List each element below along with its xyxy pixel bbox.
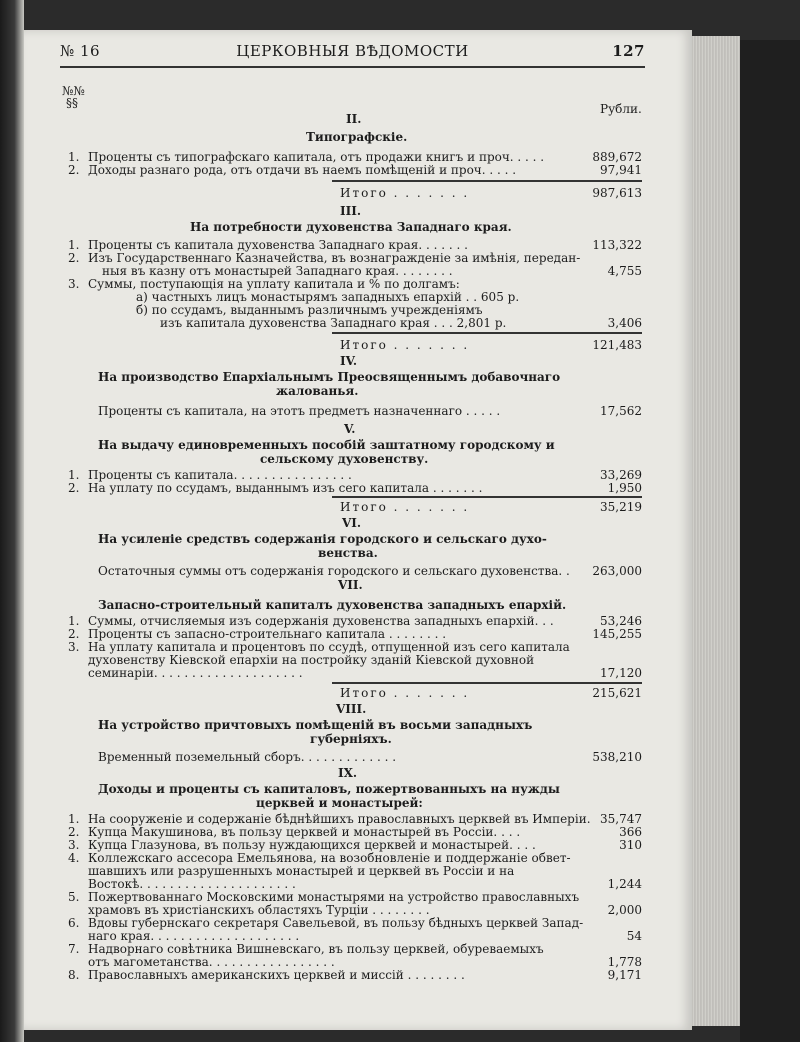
row-amount: 4,755 [607, 264, 642, 278]
section-title-cont: венства. [318, 546, 378, 560]
row-label: Остаточныя суммы отъ содержанія городского и сельскаго духовенства. . [98, 564, 570, 578]
journal-title: ЦЕРКОВНЫЯ ВѢДОМОСТИ [236, 42, 469, 60]
issue-number: № 16 [60, 42, 101, 60]
row-amount: 17,120 [600, 666, 642, 680]
row-number: 1. [68, 150, 80, 164]
row-label: Православныхъ американскихъ церквей и миссій . . . . . . . . [88, 968, 465, 982]
total-label: Итого . . . . . . . [340, 186, 470, 200]
total-label: Итого . . . . . . . [340, 338, 470, 352]
total-rule [332, 496, 642, 498]
running-header [60, 42, 645, 68]
row-label: На уплату капитала и процентовъ по ссудѣ, отпущенной изъ сего капитала [88, 640, 570, 654]
row-label: Проценты съ запасно-строительнаго капитала . . . . . . . . [88, 627, 447, 641]
section-number: V. [344, 422, 356, 436]
total-label: Итого . . . . . . . [340, 500, 470, 514]
row-sub-b: б) по ссудамъ, выданнымъ различнымъ учрежденіямъ [136, 303, 483, 317]
section-number: VIII. [336, 702, 367, 716]
row-number: 8. [68, 968, 80, 982]
row-number: 3. [68, 277, 80, 291]
total-rule [332, 180, 642, 182]
row-label: Проценты съ капитала духовенства Западнаго края. . . . . . . [88, 238, 468, 252]
row-amount: 310 [619, 838, 642, 852]
total-amount: 35,219 [600, 500, 642, 514]
row-label-cont: семинаріи. . . . . . . . . . . . . . . . . . . . [88, 666, 303, 680]
section-title: Типографскіе. [306, 130, 408, 144]
row-label-cont: наго края. . . . . . . . . . . . . . . . . . . . [88, 929, 300, 943]
row-label: Вдовы губернскаго секретаря Савельевой, въ пользу бѣдныхъ церквей Запад- [88, 916, 584, 930]
row-label: Проценты съ капитала. . . . . . . . . . . . . . . . [88, 468, 352, 482]
row-amount: 33,269 [600, 468, 642, 482]
row-amount: 2,000 [607, 903, 642, 917]
row-number: 3. [68, 640, 80, 654]
total-label: Итого . . . . . . . [340, 686, 470, 700]
section-title: На устройство причтовыхъ помѣщеній въ восьми западныхъ [98, 718, 533, 732]
row-label-cont: Востокѣ. . . . . . . . . . . . . . . . . . . . . [88, 877, 296, 891]
col-head-rubli: Рубли. [600, 102, 642, 116]
section-title: Доходы и проценты съ капиталовъ, пожертвованныхъ на нужды [98, 782, 560, 796]
row-label: На сооруженіе и содержаніе бѣднѣйшихъ православныхъ церквей въ Имперіи. [88, 812, 591, 826]
row-amount: 263,000 [592, 564, 642, 578]
row-number: 7. [68, 942, 80, 956]
row-number: 3. [68, 838, 80, 852]
row-label-cont: храмовъ въ христіанскихъ областяхъ Турціи . . . . . . . . [88, 903, 430, 917]
section-number: VII. [338, 578, 363, 592]
total-amount: 987,613 [592, 186, 642, 200]
row-amount: 3,406 [607, 316, 642, 330]
row-sub-a: а) частныхъ лицъ монастырямъ западныхъ епархій . . 605 р. [136, 290, 520, 304]
section-number: IX. [338, 766, 358, 780]
row-amount: 366 [619, 825, 642, 839]
section-title-cont: жалованья. [276, 384, 359, 398]
row-label: Проценты съ типографскаго капитала, отъ продажи книгъ и проч. . . . . [88, 150, 545, 164]
row-label: Временный поземельный сборъ. . . . . . . . . . . . . [98, 750, 397, 764]
row-label: Надворнаго совѣтника Вишневскаго, въ пользу церквей, обуреваемыхъ [88, 942, 544, 956]
total-amount: 121,483 [592, 338, 642, 352]
page-number: 127 [612, 42, 645, 60]
row-number: 1. [68, 468, 80, 482]
row-label: Суммы, поступающія на уплату капитала и % по долгамъ: [88, 277, 460, 291]
row-amount: 1,950 [607, 481, 642, 495]
total-amount: 215,621 [592, 686, 642, 700]
row-label: На уплату по ссудамъ, выданнымъ изъ сего капитала . . . . . . . [88, 481, 483, 495]
section-title: На выдачу единовременныхъ пособій заштатному городскому и [98, 438, 555, 452]
section-title: На усиленіе средствъ содержанія городского и сельскаго духо- [98, 532, 547, 546]
row-number: 2. [68, 481, 80, 495]
row-amount: 1,778 [607, 955, 642, 969]
row-number: 2. [68, 163, 80, 177]
row-amount: 53,246 [600, 614, 642, 628]
row-amount: 145,255 [592, 627, 642, 641]
row-amount: 9,171 [607, 968, 642, 982]
row-amount: 54 [626, 929, 642, 943]
row-number: 6. [68, 916, 80, 930]
section-number: II. [346, 112, 362, 126]
row-number: 1. [68, 238, 80, 252]
row-label: Купца Макушинова, въ пользу церквей и монастырей въ Россіи. . . . [88, 825, 521, 839]
section-title-cont: губерніяхъ. [310, 732, 392, 746]
book-gutter [0, 0, 24, 1042]
row-number: 4. [68, 851, 80, 865]
row-label: Купца Глазунова, въ пользу нуждающихся церквей и монастырей. . . . [88, 838, 536, 852]
row-label: Изъ Государственнаго Казначейства, въ вознагражденіе за имѣнія, передан- [88, 251, 581, 265]
row-number: 2. [68, 825, 80, 839]
row-amount: 1,244 [607, 877, 642, 891]
row-amount: 35,747 [600, 812, 642, 826]
row-amount: 889,672 [592, 150, 642, 164]
row-label-cont: духовенству Кіевской епархіи на постройку зданій Кіевской духовной [88, 653, 535, 667]
section-title: На потребности духовенства Западнаго края. [190, 220, 512, 234]
row-label-cont: отъ магометанства. . . . . . . . . . . . . . . . . [88, 955, 335, 969]
section-number: VI. [342, 516, 362, 530]
section-title-cont: сельскому духовенству. [260, 452, 429, 466]
col-head-nn: №№ [62, 84, 85, 98]
background [740, 40, 800, 1042]
row-number: 1. [68, 614, 80, 628]
section-number: III. [340, 204, 362, 218]
row-amount: 113,322 [592, 238, 642, 252]
section-number: IV. [340, 354, 358, 368]
row-number: 2. [68, 627, 80, 641]
row-label-cont: шавшихъ или разрушенныхъ монастырей и церквей въ Россіи и на [88, 864, 515, 878]
row-amount: 538,210 [592, 750, 642, 764]
section-title: Запасно-строительный капиталъ духовенства западныхъ епархій. [98, 598, 567, 612]
row-label: Коллежскаго ассесора Емельянова, на возобновленіе и поддержаніе обвет- [88, 851, 571, 865]
row-amount: 97,941 [600, 163, 642, 177]
row-label: Доходы разнаго рода, отъ отдачи въ наемъ помѣщеній и проч. . . . . [88, 163, 517, 177]
row-amount: 17,562 [600, 404, 642, 418]
row-label: Суммы, отчисляемыя изъ содержанія духовенства западныхъ епархій. . . [88, 614, 554, 628]
row-label: Пожертвованнаго Московскими монастырями на устройство православныхъ [88, 890, 580, 904]
page-edges [692, 36, 740, 1026]
section-title: На производство Епархіальнымъ Преосвященнымъ добавочнаго [98, 370, 561, 384]
total-rule [332, 682, 642, 684]
row-label: Проценты съ капитала, на этотъ предметъ назначеннаго . . . . . [98, 404, 501, 418]
row-sub-b-cont: изъ капитала духовенства Западнаго края . . . 2,801 р. [160, 316, 507, 330]
section-title-cont: церквей и монастырей: [256, 796, 423, 810]
row-number: 5. [68, 890, 80, 904]
row-number: 1. [68, 812, 80, 826]
row-number: 2. [68, 251, 80, 265]
total-rule [332, 332, 642, 334]
row-label-cont: ныя въ казну отъ монастырей Западнаго края. . . . . . . . [102, 264, 453, 278]
col-head-ss: §§ [66, 96, 78, 110]
